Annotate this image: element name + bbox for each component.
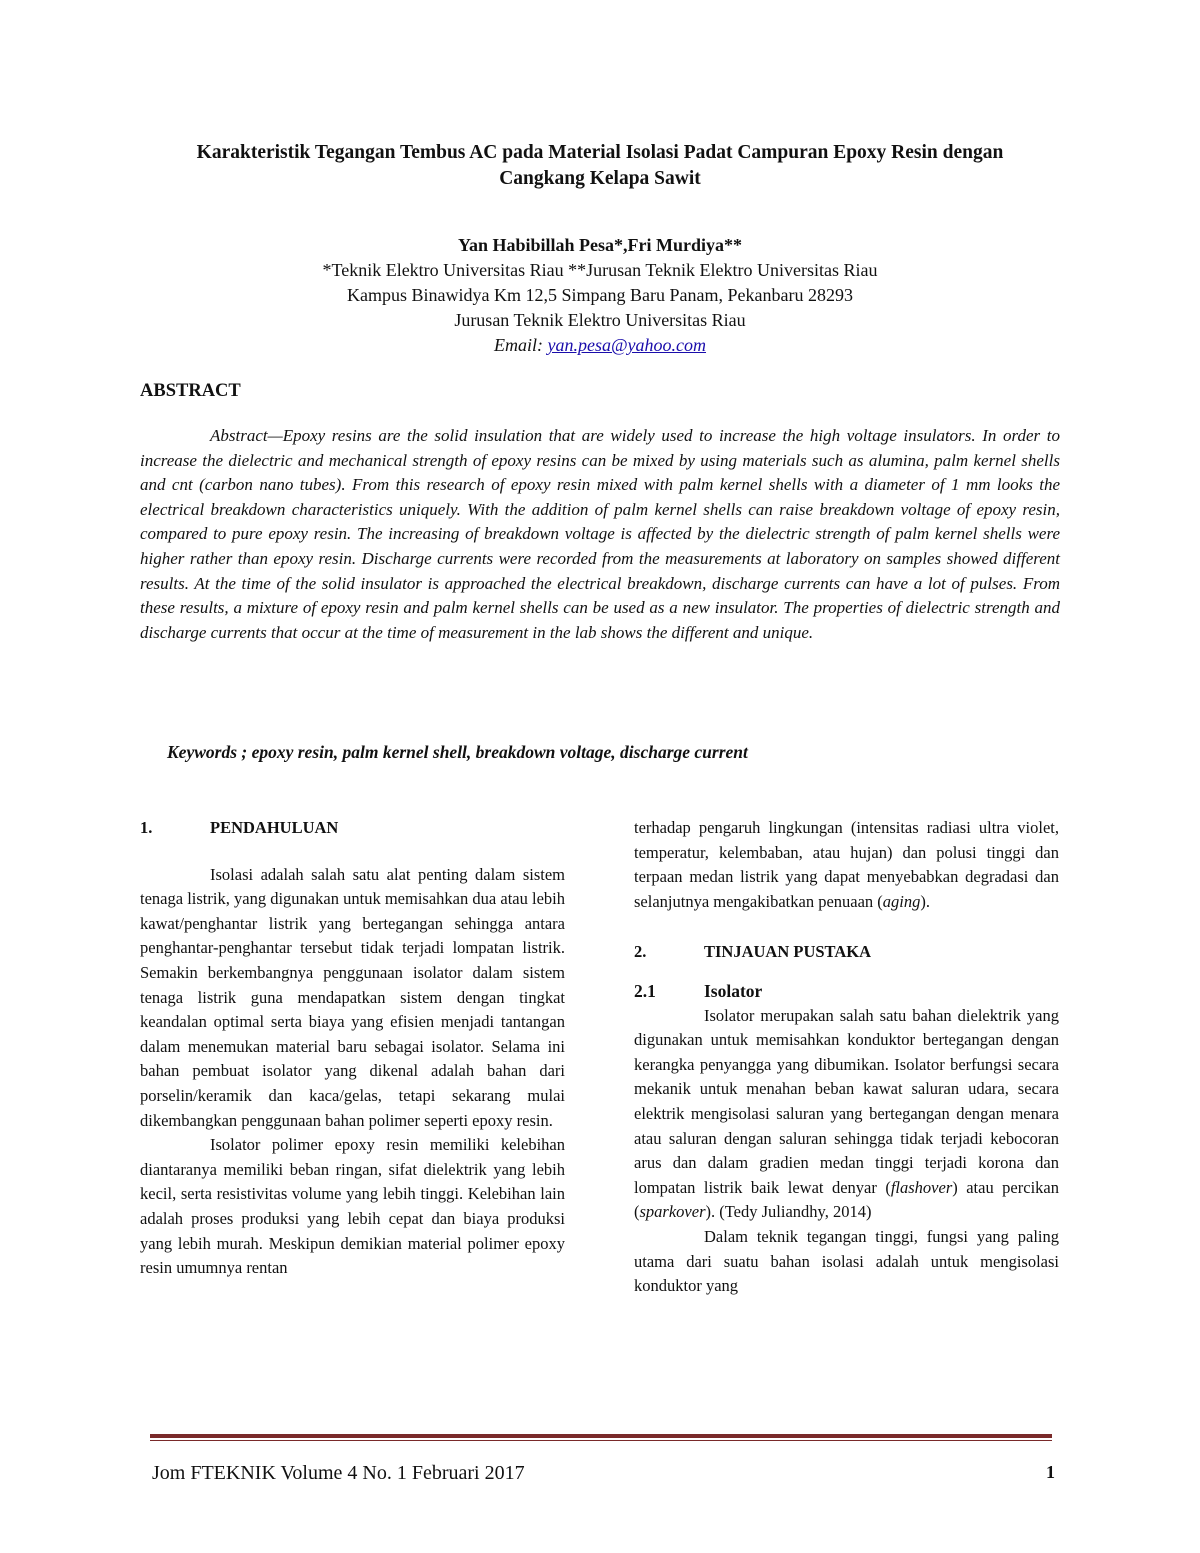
abstract-text: Abstract—Epoxy resins are the solid insulation that are widely used to increase the high voltage insulators. In order to increase the dielectric and mechanical strength of epoxy resins can be mixed by using materials such as alumina, palm kernel shells and cnt (carbon nano tubes). From this research of epoxy resin mixed with palm kernel shells with a diameter of 1 mm looks the electrical breakdown characteristics uniquely. With the addition of palm kernel shells can raise breakdown voltage of epoxy resin, compared to pure epoxy resin. The increasing of breakdown voltage is affected by the dielectric strength of palm kernel shells were higher rather than epoxy resin. Discharge currents were recorded from the measurements at laboratory on samples showed different results. At the time of the solid insulator is approached the electrical breakdown, discharge currents can have a lot of pulses. From these results, a mixture of epoxy resin and palm kernel shells can be used as a new insulator. The properties of dielectric strength and discharge currents that occur at the time of measurement in the lab shows the different and unique. [140, 426, 1060, 642]
page-number: 1 [1046, 1462, 1055, 1482]
footer-rule [150, 1434, 1052, 1441]
footer-journal: Jom FTEKNIK Volume 4 No. 1 Februari 2017 [152, 1462, 525, 1484]
subsection-number: 2.1 [634, 980, 656, 1001]
paper-title [130, 140, 1070, 192]
section-title: PENDAHULUAN [210, 818, 339, 837]
left-column [140, 816, 565, 1281]
paragraph-4: Dalam teknik tegangan tinggi, fungsi yang paling utama dari suatu bahan isolasi adalah untuk mengisolasi konduktor yang [634, 1226, 1059, 1296]
paragraph-3 [634, 1004, 1059, 1225]
paragraph-text: ) atau percikan ( [634, 1177, 1059, 1222]
affiliation-line-1: *Teknik Elektro Universitas Riau **Jurusan Teknik Elektro Universitas Riau [322, 260, 878, 280]
paragraph-text: terhadap pengaruh lingkungan (intensitas radiasi ultra violet, temperatur, kelembaban, atau hujan) dan polusi tinggi dan terpaan medan listrik yang dapat menyebabkan degradasi dan selanjutnya mengakibatkan penuaan ( [634, 818, 1059, 911]
section-heading-tinjauan [634, 940, 1059, 965]
subsection-title: Isolator [704, 980, 763, 1001]
keywords: Keywords ; epoxy resin, palm kernel shell, breakdown voltage, discharge current [167, 742, 748, 762]
right-column [634, 816, 1059, 1299]
title-line-1: Karakteristik Tegangan Tembus AC pada Material Isolasi Padat Campuran Epoxy Resin dengan [196, 142, 1004, 163]
section-title: TINJAUAN PUSTAKA [704, 942, 871, 962]
affiliation-line-2: Kampus Binawidya Km 12,5 Simpang Baru Panam, Pekanbaru 28293 [347, 285, 853, 305]
paragraph-text: ). [920, 891, 930, 911]
author-block [130, 233, 1070, 358]
paragraph-1: Isolasi adalah salah satu alat penting dalam sistem tenaga listrik, yang digunakan untuk memisahkan dua atau lebih kawat/penghantar listrik yang bertegangan sehingga antara penghantar-penghantar tersebut tidak terjadi lompatan listrik. Semakin berkembangnya penggunaan isolator dalam sistem tenaga listrik guna mendapatkan sistem dengan tingkat keandalan optimal serta biaya yang efisien menjadi tantangan dalam menemukan material baru sebagai isolator. Selama ini bahan pembuat isolator yang dikenal adalah bahan dari porselin/keramik dan kaca/gelas, tetapi sekarang mulai dikembangkan penggunaan bahan polimer seperti epoxy resin. [140, 864, 565, 1130]
email-label: Email: [493, 335, 548, 355]
italic-term: sparkover [639, 1202, 706, 1222]
paragraph-text: ). (Tedy Juliandhy, 2014) [705, 1202, 872, 1222]
subsection-heading-isolator [634, 979, 1059, 1004]
paragraph-2: Isolator polimer epoxy resin memiliki kelebihan diantaranya memiliki beban ringan, sifat dielektrik yang lebih kecil, serta resistivitas volume yang lebih tinggi. Kelebihan lain adalah proses produksi yang lebih cepat dan biaya produksi yang lebih murah. Meskipun demikian material polimer epoxy resin umumnya rentan [140, 1135, 565, 1278]
affiliation-line-3: Jurusan Teknik Elektro Universitas Riau [454, 310, 746, 330]
paragraph-continued [634, 816, 1059, 914]
paragraph-text: Isolator merupakan salah satu bahan dielektrik yang digunakan untuk memisahkan konduktor bertegangan dengan kerangka penyangga yang dibumikan. Isolator berfungsi secara mekanik untuk menahan beban kawat saluran udara, secara elektrik mengisolasi saluran yang bertegangan dengan menara atau saluran dengan saluran sehingga tidak terjadi kebocoran arus dan dalam gradien medan tinggi terjadi korona dan lompatan listrik baik lewat denyar ( [634, 1005, 1059, 1197]
italic-term: flashover [890, 1177, 953, 1197]
section-heading-pendahuluan [140, 816, 565, 841]
section-number: 1. [140, 818, 153, 837]
italic-term: aging [882, 891, 921, 911]
email-line [130, 333, 1070, 358]
abstract-heading: ABSTRACT [140, 381, 241, 401]
title-line-2: Cangkang Kelapa Sawit [499, 168, 701, 189]
email-link[interactable]: yan.pesa@yahoo.com [547, 335, 707, 355]
author-names: Yan Habibillah Pesa*,Fri Murdiya** [457, 235, 743, 255]
section-number: 2. [634, 942, 647, 962]
